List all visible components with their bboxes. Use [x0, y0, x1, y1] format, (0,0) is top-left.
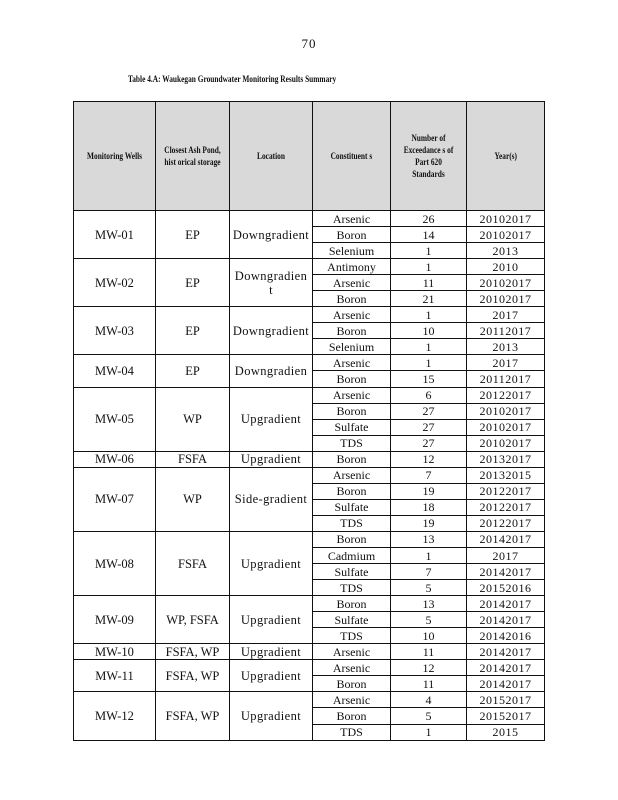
years-cell: 20102017	[467, 403, 545, 419]
years-cell: 20102017	[467, 419, 545, 435]
years-cell: 20152017	[467, 708, 545, 724]
constituent-cell: Arsenic	[313, 387, 391, 403]
constituent-cell: Arsenic	[313, 467, 391, 483]
constituent-cell: Arsenic	[313, 644, 391, 660]
exceedance-count-cell: 5	[391, 612, 467, 628]
pond-cell: EP	[156, 211, 230, 259]
years-cell: 20152017	[467, 692, 545, 708]
years-cell: 2017	[467, 355, 545, 371]
years-cell: 20102017	[467, 291, 545, 307]
years-cell: 20102017	[467, 211, 545, 227]
table-row	[74, 531, 545, 547]
location-cell: Downgradien	[230, 355, 313, 387]
exceedance-count-cell: 13	[391, 596, 467, 612]
results-table	[73, 101, 545, 741]
constituent-cell: Boron	[313, 676, 391, 692]
constituent-cell: Arsenic	[313, 355, 391, 371]
constituent-cell: TDS	[313, 435, 391, 451]
constituent-cell: Boron	[313, 323, 391, 339]
location-cell: Downgradient	[230, 307, 313, 355]
exceedance-count-cell: 27	[391, 419, 467, 435]
location-cell: Upgradient	[230, 660, 313, 692]
table-row	[74, 387, 545, 403]
location-cell: Upgradient	[230, 451, 313, 467]
exceedance-count-cell: 12	[391, 660, 467, 676]
well-cell: MW-10	[74, 644, 156, 660]
years-cell: 20142017	[467, 564, 545, 580]
table-row	[74, 660, 545, 676]
exceedance-count-cell: 11	[391, 275, 467, 291]
header-location: Location	[230, 102, 313, 211]
constituent-cell: Sulfate	[313, 419, 391, 435]
location-cell: Upgradient	[230, 692, 313, 741]
table-row	[74, 451, 545, 467]
pond-cell: FSFA	[156, 451, 230, 467]
constituent-cell: Arsenic	[313, 660, 391, 676]
constituent-cell: Arsenic	[313, 211, 391, 227]
well-cell: MW-02	[74, 259, 156, 307]
constituent-cell: Boron	[313, 708, 391, 724]
table-body	[74, 211, 545, 741]
exceedance-count-cell: 5	[391, 580, 467, 596]
years-cell: 20102017	[467, 275, 545, 291]
header-years: Year(s)	[467, 102, 545, 211]
exceedance-count-cell: 11	[391, 676, 467, 692]
table-row	[74, 467, 545, 483]
constituent-cell: Selenium	[313, 243, 391, 259]
constituent-cell: Antimony	[313, 259, 391, 275]
location-cell: Upgradient	[230, 644, 313, 660]
constituent-cell: TDS	[313, 724, 391, 741]
well-cell: MW-01	[74, 211, 156, 259]
constituent-cell: TDS	[313, 580, 391, 596]
exceedance-count-cell: 7	[391, 467, 467, 483]
constituent-cell: Selenium	[313, 339, 391, 355]
years-cell: 2013	[467, 243, 545, 259]
years-cell: 20142016	[467, 628, 545, 644]
constituent-cell: Boron	[313, 451, 391, 467]
pond-cell: WP, FSFA	[156, 596, 230, 644]
header-monitoring-wells: Monitoring Wells	[74, 102, 156, 211]
years-cell: 20142017	[467, 676, 545, 692]
years-cell: 20112017	[467, 371, 545, 387]
exceedance-count-cell: 12	[391, 451, 467, 467]
exceedance-count-cell: 14	[391, 227, 467, 243]
table-row	[74, 211, 545, 227]
location-cell: Downgradient	[230, 211, 313, 259]
table-row	[74, 596, 545, 612]
exceedance-count-cell: 1	[391, 724, 467, 741]
exceedance-count-cell: 27	[391, 403, 467, 419]
constituent-cell: Cadmium	[313, 547, 391, 563]
years-cell: 20142017	[467, 612, 545, 628]
constituent-cell: Arsenic	[313, 275, 391, 291]
well-cell: MW-03	[74, 307, 156, 355]
constituent-cell: Boron	[313, 403, 391, 419]
years-cell: 20102017	[467, 435, 545, 451]
well-cell: MW-09	[74, 596, 156, 644]
well-cell: MW-12	[74, 692, 156, 741]
well-cell: MW-06	[74, 451, 156, 467]
years-cell: 20142017	[467, 596, 545, 612]
constituent-cell: Sulfate	[313, 499, 391, 515]
location-cell: Upgradient	[230, 387, 313, 451]
years-cell: 20142017	[467, 531, 545, 547]
page-number: 70	[301, 36, 317, 51]
exceedance-count-cell: 18	[391, 499, 467, 515]
location-cell: Side-gradient	[230, 467, 313, 531]
exceedance-count-cell: 4	[391, 692, 467, 708]
constituent-cell: Sulfate	[313, 564, 391, 580]
pond-cell: EP	[156, 307, 230, 355]
years-cell: 2010	[467, 259, 545, 275]
constituent-cell: TDS	[313, 628, 391, 644]
years-cell: 2013	[467, 339, 545, 355]
constituent-cell: Boron	[313, 291, 391, 307]
exceedance-count-cell: 11	[391, 644, 467, 660]
years-cell: 2017	[467, 307, 545, 323]
years-cell: 20132017	[467, 451, 545, 467]
pond-cell: WP	[156, 387, 230, 451]
years-cell: 20112017	[467, 323, 545, 339]
pond-cell: FSFA	[156, 531, 230, 595]
years-cell: 20132015	[467, 467, 545, 483]
constituent-cell: TDS	[313, 515, 391, 531]
years-cell: 2017	[467, 547, 545, 563]
years-cell: 20122017	[467, 499, 545, 515]
exceedance-count-cell: 10	[391, 323, 467, 339]
well-cell: MW-04	[74, 355, 156, 387]
years-cell: 20122017	[467, 387, 545, 403]
location-cell: Upgradient	[230, 596, 313, 644]
constituent-cell: Boron	[313, 371, 391, 387]
years-cell: 2015	[467, 724, 545, 741]
exceedance-count-cell: 27	[391, 435, 467, 451]
exceedance-count-cell: 6	[391, 387, 467, 403]
pond-cell: WP	[156, 467, 230, 531]
pond-cell: FSFA, WP	[156, 644, 230, 660]
table-header-row	[74, 102, 545, 211]
exceedance-count-cell: 26	[391, 211, 467, 227]
years-cell: 20102017	[467, 227, 545, 243]
years-cell: 20152016	[467, 580, 545, 596]
exceedance-count-cell: 1	[391, 355, 467, 371]
exceedance-count-cell: 1	[391, 259, 467, 275]
years-cell: 20122017	[467, 515, 545, 531]
location-cell: Upgradient	[230, 531, 313, 595]
years-cell: 20122017	[467, 483, 545, 499]
exceedance-count-cell: 5	[391, 708, 467, 724]
header-constituents: Constituent s	[313, 102, 391, 211]
years-cell: 20142017	[467, 660, 545, 676]
exceedance-count-cell: 1	[391, 307, 467, 323]
location-cell: Downgradien t	[230, 259, 313, 307]
pond-cell: EP	[156, 355, 230, 387]
exceedance-count-cell: 1	[391, 547, 467, 563]
constituent-cell: Arsenic	[313, 692, 391, 708]
table-row	[74, 692, 545, 708]
constituent-cell: Boron	[313, 483, 391, 499]
constituent-cell: Boron	[313, 227, 391, 243]
well-cell: MW-08	[74, 531, 156, 595]
exceedance-count-cell: 15	[391, 371, 467, 387]
exceedance-count-cell: 19	[391, 515, 467, 531]
header-closest-ash-pond: Closest Ash Pond, hist orical storage	[156, 102, 230, 211]
table-row	[74, 644, 545, 660]
well-cell: MW-07	[74, 467, 156, 531]
table-title: Table 4.A: Waukegan Groundwater Monitoring Results Summary	[128, 74, 337, 84]
exceedance-count-cell: 7	[391, 564, 467, 580]
constituent-cell: Boron	[313, 531, 391, 547]
exceedance-count-cell: 21	[391, 291, 467, 307]
table-row	[74, 355, 545, 371]
constituent-cell: Sulfate	[313, 612, 391, 628]
constituent-cell: Boron	[313, 596, 391, 612]
well-cell: MW-11	[74, 660, 156, 692]
table-row	[74, 307, 545, 323]
years-cell: 20142017	[467, 644, 545, 660]
exceedance-count-cell: 1	[391, 339, 467, 355]
results-table-container	[73, 101, 544, 741]
header-exceedances: Number of Exceedance s of Part 620 Standards	[391, 102, 467, 211]
exceedance-count-cell: 10	[391, 628, 467, 644]
exceedance-count-cell: 19	[391, 483, 467, 499]
pond-cell: FSFA, WP	[156, 692, 230, 741]
exceedance-count-cell: 1	[391, 243, 467, 259]
well-cell: MW-05	[74, 387, 156, 451]
exceedance-count-cell: 13	[391, 531, 467, 547]
table-row	[74, 259, 545, 275]
pond-cell: FSFA, WP	[156, 660, 230, 692]
constituent-cell: Arsenic	[313, 307, 391, 323]
pond-cell: EP	[156, 259, 230, 307]
